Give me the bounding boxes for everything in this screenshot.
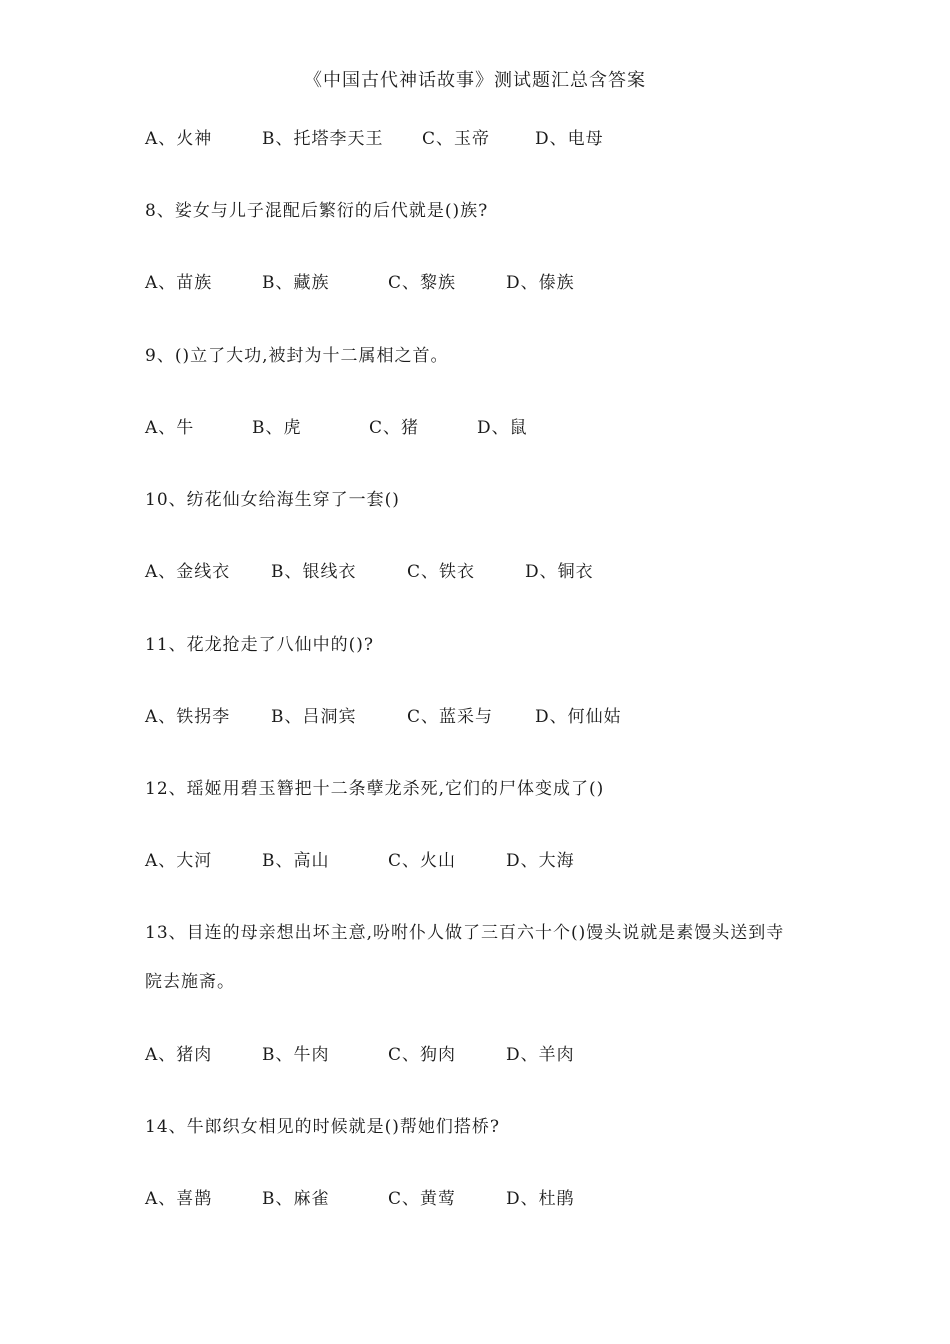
- option-d: D、何仙姑: [535, 707, 622, 727]
- option-a: A、喜鹊: [145, 1189, 213, 1209]
- option-c: C、铁衣: [407, 562, 476, 582]
- option-d: D、杜鹃: [506, 1189, 575, 1209]
- option-b: B、托塔李天王: [262, 129, 384, 149]
- option-b: B、高山: [262, 851, 330, 871]
- question-12: 12、瑶姬用碧玉簪把十二条孽龙杀死,它们的尸体变成了(): [145, 779, 605, 799]
- question-10: 10、纺花仙女给海生穿了一套(): [145, 490, 400, 510]
- option-a: A、牛: [145, 418, 195, 438]
- option-c: C、黄莺: [388, 1189, 457, 1209]
- option-b: B、藏族: [262, 273, 330, 293]
- option-a: A、铁拐李: [145, 707, 231, 727]
- option-d: D、鼠: [477, 418, 528, 438]
- option-d: D、大海: [506, 851, 575, 871]
- option-b: B、银线衣: [271, 562, 357, 582]
- option-c: C、玉帝: [422, 129, 491, 149]
- question-11: 11、花龙抢走了八仙中的()?: [145, 635, 375, 655]
- option-c: C、狗肉: [388, 1045, 457, 1065]
- question-8: 8、娑女与儿子混配后繁衍的后代就是()族?: [145, 201, 489, 221]
- option-d: D、傣族: [506, 273, 575, 293]
- option-a: A、大河: [145, 851, 213, 871]
- option-c: C、蓝采与: [407, 707, 494, 727]
- option-a: A、猪肉: [145, 1045, 213, 1065]
- option-b: B、牛肉: [262, 1045, 330, 1065]
- option-b: B、虎: [252, 418, 302, 438]
- option-c: C、火山: [388, 851, 457, 871]
- option-d: D、羊肉: [506, 1045, 575, 1065]
- option-d: D、铜衣: [525, 562, 594, 582]
- option-a: A、苗族: [145, 273, 213, 293]
- option-a: A、金线衣: [145, 562, 231, 582]
- question-13-line-1: 13、目连的母亲想出坏主意,吩咐仆人做了三百六十个()馒头说就是素馒头送到寺: [145, 923, 785, 943]
- option-b: B、吕洞宾: [271, 707, 357, 727]
- question-9: 9、()立了大功,被封为十二属相之首。: [145, 346, 449, 366]
- page-title: 《中国古代神话故事》测试题汇总含答案: [304, 70, 646, 91]
- option-c: C、黎族: [388, 273, 457, 293]
- option-a: A、火神: [145, 129, 213, 149]
- option-c: C、猪: [369, 418, 420, 438]
- question-13-line-2: 院去施斋。: [145, 972, 235, 992]
- option-d: D、电母: [535, 129, 604, 149]
- option-b: B、麻雀: [262, 1189, 330, 1209]
- question-14: 14、牛郎织女相见的时候就是()帮她们搭桥?: [145, 1117, 501, 1137]
